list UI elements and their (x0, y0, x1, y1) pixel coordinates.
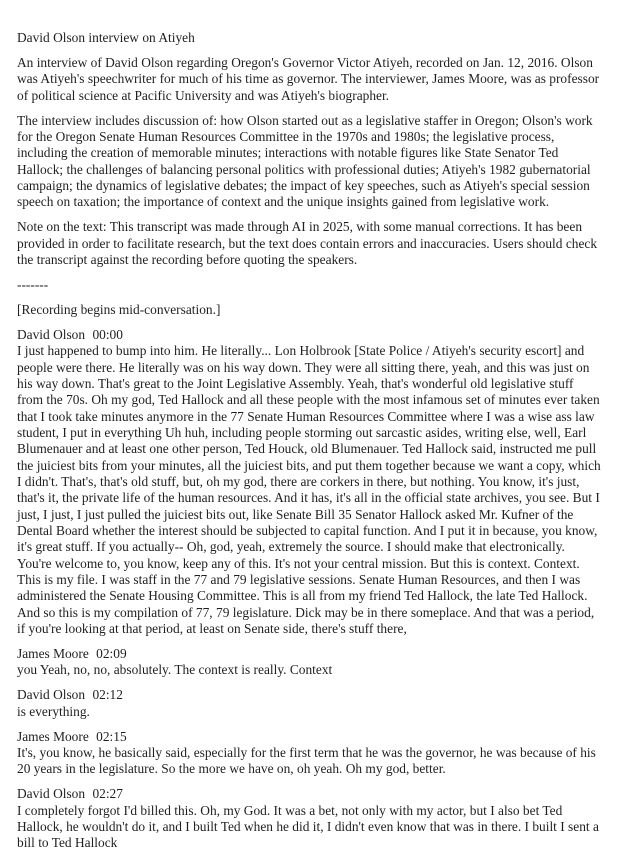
timestamp: 02:27 (92, 786, 123, 802)
recording-note: [Recording begins mid-conversation.] (17, 302, 221, 318)
intro-paragraph: An interview of David Olson regarding Oregon's Governor Victor Atiyeh, recorded on Jan. 12, 2016. Olson was Atiyeh's speechwriter for much of his time as governor. The interviewer, James Moore, was as professor of political science at Pacific University and was Atiyeh's biographer. (17, 55, 600, 103)
speech-text: I completely forgot I'd billed this. Oh, my God. It was a bet, not only with my actor, but I also bet Ted Hallock, he wouldn't do it, and I built Ted when he did it, I didn't even know that was in there. I built I sent a bill to Ted Hallock (17, 802, 599, 851)
speech-text: It's, you know, he basically said, especially for the first term that he was the governor, he was because of his 20 years in the legislature. So the more we have on, oh yeah. Oh my god, better. (17, 744, 596, 777)
timestamp: 02:15 (96, 728, 127, 744)
speaker-line (17, 327, 601, 343)
transcript-entry (17, 687, 601, 720)
summary-paragraph: The interview includes discussion of: how Olson started out as a legislative staffer in Oregon; Olson's work for the Oregon Senate Human Resources Committee in the 1970s and 1980s; the legislative process, including the creation of memorable minutes; interactions with notable figures like State Senator Ted Hallock; the challenges of balancing personal politics with professional duties; Atiyeh's 1982 gubernatorial campaign; the dynamics of legislative debates; the impact of key speeches, such as Atiyeh's special session speech on taxation; the importance of context and the unique insights gained from legislative work. (17, 112, 593, 210)
speaker-line (17, 729, 601, 745)
section-divider: ------- (17, 277, 49, 293)
timestamp: 02:12 (92, 687, 123, 703)
transcript-entry (17, 646, 601, 679)
timestamp: 00:00 (92, 327, 123, 343)
speaker-line (17, 646, 601, 662)
speaker-line (17, 687, 601, 703)
speech-text: I just happened to bump into him. He literally... Lon Holbrook [State Police / Atiyeh's security escort] and people were there. He literally was on his way down. They were all sitting there, yeah, and this was just on his way down. That's great to the Joint Legislative Assembly. Yeah, that's wonderful old legislative stuff from the 70s. Oh my god, Ted Hallock and all these people with the most infamous set of minutes ever taken that I took take minutes anymore in the 77 Senate Human Resources Committee where I was a wise ass law student, I put in everything Uh huh, including people storming out sarcastic asides, writing else, well, Earl Blumenauer and at least one other person, Ted Houck, old Blumenauer. Ted Hallock said, instructed me pull the juiciest bits from your minutes, all the juiciest bits, and put them together because we want a copy, which I didn't. That's, that's old stuff, but, oh my god, there are corkers in there, but nothing. You know, it's just, that's it, the private life of the human resources. And it has, it's all in the official state archives, you see. But I just, I just, I just pulled the juiciest bits out, like Senate Bill 35 Senator Hallock asked Mr. Kufner of the Dental Board whether the interest should be subjected to capital function. And I put it in because, you know, it's great stuff. If you actually-- Oh, god, yeah, extremely the source. I should make that electronically. You're welcome to, you know, keep any of this. It's not your central mission. But this is context. Context. This is my file. I was staff in the 77 and 79 legislative sessions. Senate Human Resources, and then I was administered the Senate Housing Committee. This is all from my friend Ted Hallock, the late Ted Hallock. And so this is my compilation of 77, 79 legislature. Dick may be in there someplace. And that was a period, if you're looking at that period, at least on Senate side, there's stuff there, (17, 343, 601, 636)
speech-text: you Yeah, no, no, absolutely. The context is really. Context (17, 662, 333, 678)
speaker-name: David Olson (17, 687, 86, 703)
transcript-entry (17, 729, 601, 778)
speaker-name: David Olson (17, 786, 86, 802)
speaker-name: David Olson (17, 327, 86, 343)
transcript-entry (17, 786, 601, 851)
document-title: David Olson interview on Atiyeh (17, 30, 195, 45)
speaker-line (17, 786, 601, 802)
transcript-entry (17, 327, 601, 637)
note-paragraph: Note on the text: This transcript was made through AI in 2025, with some manual corrections. It has been provided in order to facilitate research, but the text does contain errors and inaccuracies. Users should check the transcript against the recording before quoting the speakers. (17, 219, 598, 267)
speech-text: is everything. (17, 703, 90, 719)
timestamp: 02:09 (96, 645, 127, 661)
speaker-name: James Moore (17, 728, 89, 744)
speaker-name: James Moore (17, 645, 89, 661)
